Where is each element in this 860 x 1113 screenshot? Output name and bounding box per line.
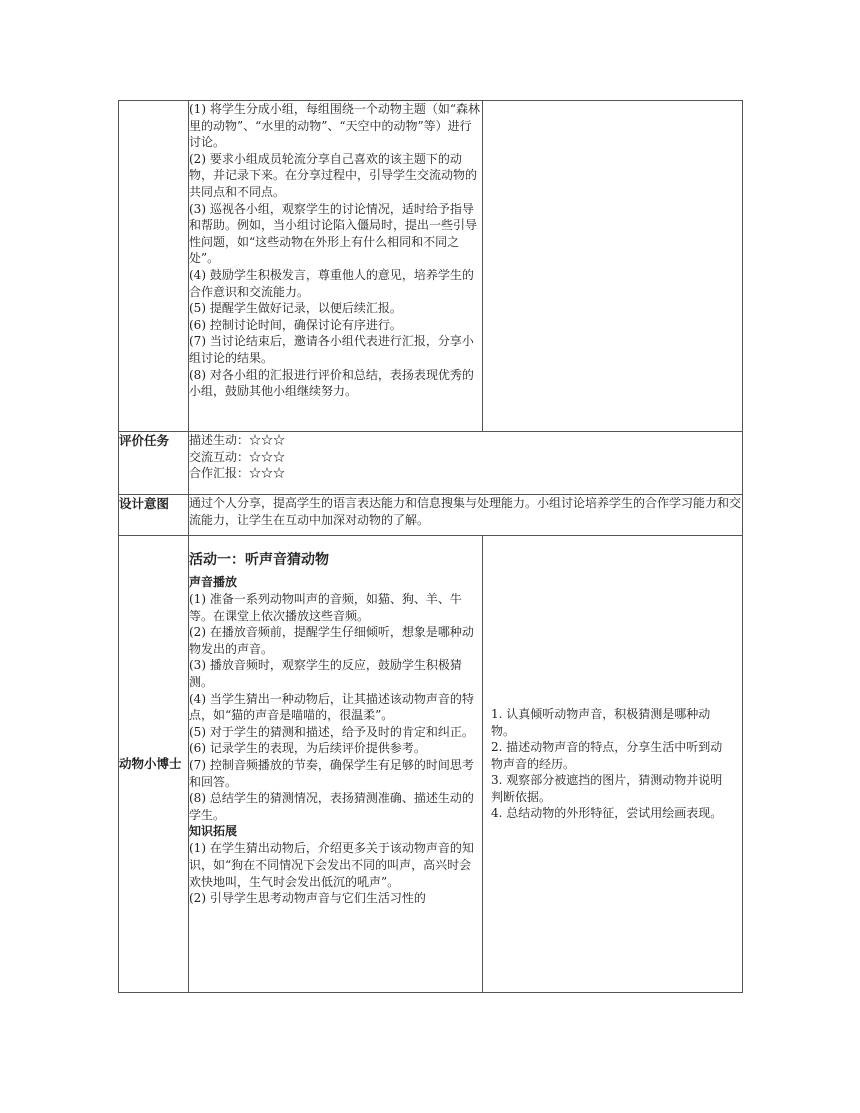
goal-item: 4. 总结动物的外形特征，尝试用绘画表现。 [491, 806, 723, 821]
step-item: (4) 当学生猜出一种动物后，让其描述该动物声音的特点，如“猫的声音是喵喵的，很温柔”。 [189, 691, 474, 723]
group-discussion-row [119, 101, 743, 432]
group-discussion-steps [189, 101, 483, 432]
right-cell-empty [483, 101, 743, 432]
design-intent-row [119, 495, 743, 536]
animal-expert-row [119, 536, 743, 993]
activity-title: 活动一：听声音猜动物 [189, 552, 329, 568]
step-item: (1) 将学生分成小组，每组围绕一个动物主题（如“森林里的动物”、“水里的动物”、“天空中的动物”等）进行讨论。 [189, 102, 480, 150]
activity-one-content [189, 536, 483, 993]
goal-item: 2. 描述动物声音的特点，分享生活中听到动物声音的经历。 [491, 740, 723, 771]
step-item: (2) 引导学生思考动物声音与它们生活习性的 [189, 891, 426, 906]
step-item: (2) 在播放音频前，提醒学生仔细倾听，想象是哪种动物发出的声音。 [189, 625, 474, 656]
criterion-item: 合作汇报：☆☆☆ [189, 466, 286, 481]
evaluation-label: 评价任务 [119, 432, 189, 495]
step-item: (6) 控制讨论时间，确保讨论有序进行。 [189, 317, 402, 332]
design-intent-label: 设计意图 [119, 495, 189, 536]
step-item: (1) 在学生猜出动物后，介绍更多关于该动物声音的知识，如“狗在不同情况下会发出不同的叫声，高兴时会欢快地叫，生气时会发出低沉的吼声”。 [189, 841, 474, 889]
goal-item: 1. 认真倾听动物声音，积极猜测是哪种动物。 [491, 706, 711, 738]
step-item: (3) 巡视各小组，观察学生的讨论情况，适时给予指导和帮助。例如，当小组讨论陷入僵局时，提出一些引导性问题，如“这些动物在外形上有什么相同和不同之处”。 [189, 201, 478, 266]
step-item: (5) 提醒学生做好记录，以便后续汇报。 [189, 301, 402, 316]
criterion-item: 描述生动：☆☆☆ [189, 433, 286, 447]
step-item: (5) 对于学生的猜测和描述，给予及时的肯定和纠正。 [189, 724, 474, 739]
lesson-plan-table [118, 100, 743, 993]
learning-goals [483, 536, 743, 993]
design-intent-text: 通过个人分享，提高学生的语言表达能力和信息搜集与处理能力。小组讨论培养学生的合作学习能力和交流能力，让学生在互动中加深对动物的了解。 [189, 495, 743, 536]
row-label-empty [119, 101, 189, 432]
step-item: (4) 鼓励学生积极发言，尊重他人的意见，培养学生的合作意识和交流能力。 [189, 267, 474, 299]
step-item: (7) 控制音频播放的节奏，确保学生有足够的时间思考和回答。 [189, 757, 474, 789]
criterion-item: 交流互动：☆☆☆ [189, 449, 286, 464]
step-item: (8) 对各小组的汇报进行评价和总结，表扬表现优秀的小组，鼓励其他小组继续努力。 [189, 367, 474, 399]
step-item: (8) 总结学生的猜测情况，表扬猜测准确、描述生动的学生。 [189, 791, 474, 822]
animal-expert-label: 动物小博士 [119, 536, 189, 993]
step-item: (2) 要求小组成员轮流分享自己喜欢的该主题下的动物，并记录下来。在分享过程中，引导学生交流动物的共同点和不同点。 [189, 151, 478, 199]
step-item: (6) 记录学生的表现，为后续评价提供参考。 [189, 741, 426, 756]
section-title-knowledge: 知识拓展 [189, 824, 238, 839]
step-item: (1) 准备一系列动物叫声的音频，如猫、狗、羊、牛等。在课堂上依次播放这些音频。 [189, 592, 462, 623]
step-item: (3) 播放音频时，观察学生的反应，鼓励学生积极猜测。 [189, 658, 462, 689]
goal-item: 3. 观察部分被遮挡的图片，猜测动物并说明判断依据。 [491, 773, 723, 804]
step-item: (7) 当讨论结束后，邀请各小组代表进行汇报，分享小组讨论的结果。 [189, 334, 474, 365]
evaluation-criteria [189, 432, 743, 495]
evaluation-row [119, 432, 743, 495]
section-title-sound: 声音播放 [189, 575, 238, 589]
